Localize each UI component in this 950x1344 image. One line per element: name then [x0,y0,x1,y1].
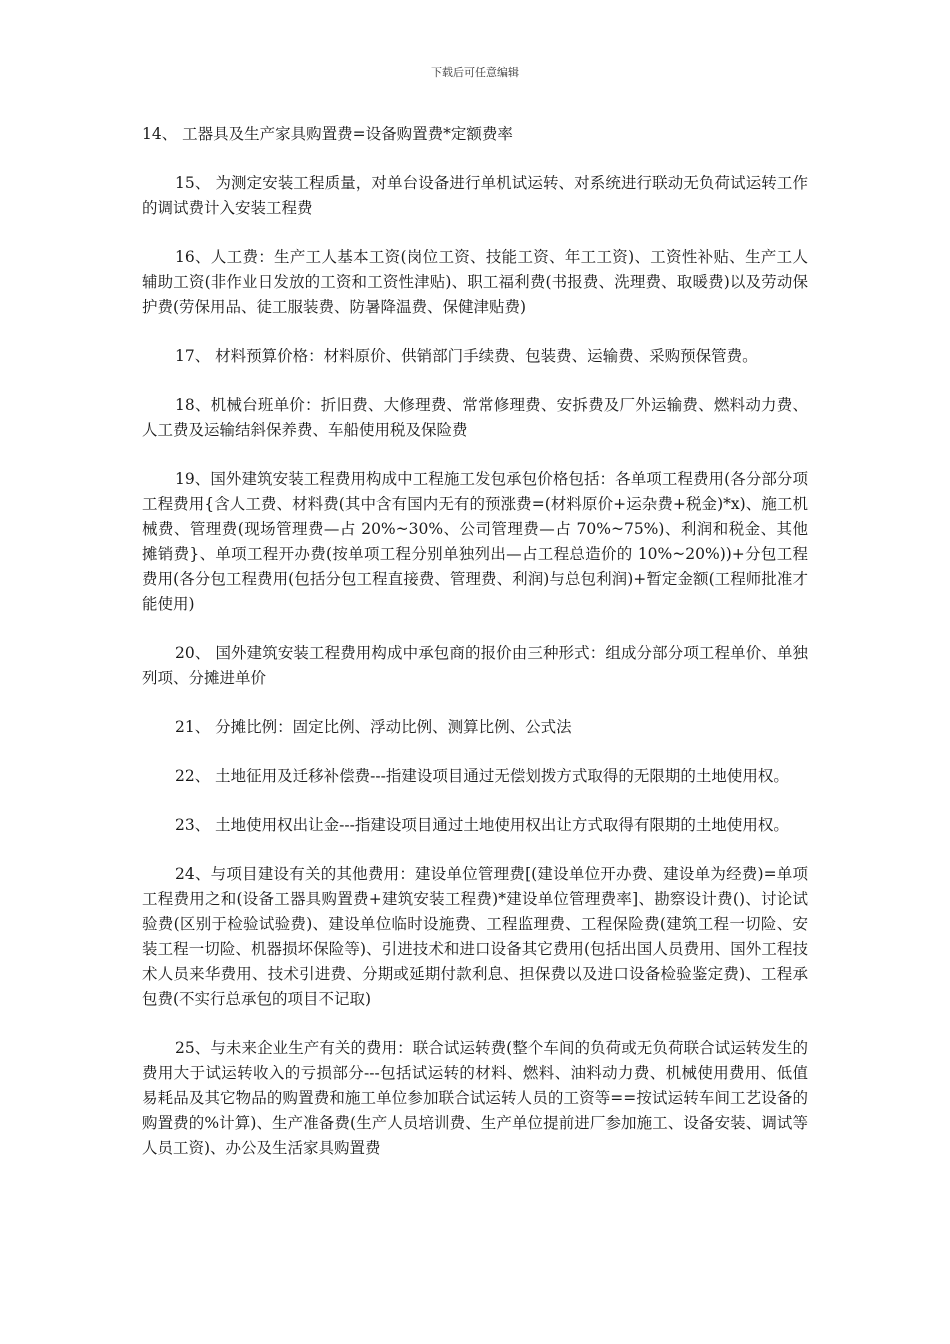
paragraph-21: 21、 分摊比例：固定比例、浮动比例、测算比例、公式法 [175,718,572,736]
paragraph-24: 24、与项目建设有关的其他费用：建设单位管理费[(建设单位开办费、建设单为经费)=单项工程费用之和(设备工器具购置费+建筑安装工程费)*建设单位管理费率]、勘察设计费()、讨论试验费(区别于检验试验费)、建设单位临时设施费、工程监理费、工程保险费(建筑工程一切险、安装工程一切险、机器损坏保险等)、引进技术和进口设备其它费用(包括出国人员费用、国外工程技术人员来华费用、技术引进费、分期或延期付款利息、担保费以及进口设备检验鉴定费)、工程承包费(不实行总承包的项目不记取) [142,865,808,1008]
document-body [142,122,808,1185]
paragraph-23: 23、 土地使用权出让金---指建设项目通过土地使用权出让方式取得有限期的土地使用权。 [175,816,789,834]
paragraph-15: 15、 为测定安装工程质量，对单台设备进行单机试运转、对系统进行联动无负荷试运转工作的调试费计入安装工程费 [142,174,808,217]
paragraph-22: 22、 土地征用及迁移补偿费---指建设项目通过无偿划拨方式取得的无限期的土地使用权。 [175,767,789,785]
paragraph-18: 18、机械台班单价：折旧费、大修理费、常常修理费、安拆费及厂外运输费、燃料动力费、人工费及运输结斜保养费、车船使用税及保险费 [142,396,808,439]
paragraph-16: 16、人工费：生产工人基本工资(岗位工资、技能工资、年工工资)、工资性补贴、生产工人辅助工资(非作业日发放的工资和工资性津贴)、职工福利费(书报费、洗理费、取暖费)以及劳动保护费(劳保用品、徒工服装费、防暑降温费、保健津贴费) [142,248,808,316]
paragraph-14: 14、 工器具及生产家具购置费=设备购置费*定额费率 [142,125,513,143]
page-header: 下载后可任意编辑 [431,66,519,79]
paragraph-19: 19、国外建筑安装工程费用构成中工程施工发包承包价格包括：各单项工程费用(各分部分项工程费用{含人工费、材料费(其中含有国内无有的预涨费=(材料原价+运杂费+税金)*x)、施工机械费、管理费(现场管理费—占 20%~30%、公司管理费—占 70%~75%)、利润和税金、其他摊销费}、单项工程开办费(按单项工程分别单独列出—占工程总造价的 10%~20%))+分包工程费用(各分包工程费用(包括分包工程直接费、管理费、利润)与总包利润)+暂定金额(工程师批准才能使用) [142,470,808,613]
paragraph-25: 25、与未来企业生产有关的费用：联合试运转费(整个车间的负荷或无负荷联合试运转发生的费用大于试运转收入的亏损部分---包括试运转的材料、燃料、油料动力费、机械使用费用、低值易耗品及其它物品的购置费和施工单位参加联合试运转人员的工资等==按试运转车间工艺设备的购置费的%计算)、生产准备费(生产人员培训费、生产单位提前进厂参加施工、设备安装、调试等人员工资)、办公及生活家具购置费 [142,1039,808,1157]
paragraph-17: 17、 材料预算价格：材料原价、供销部门手续费、包装费、运输费、采购预保管费。 [175,347,758,365]
paragraph-20: 20、 国外建筑安装工程费用构成中承包商的报价由三种形式：组成分部分项工程单价、单独列项、分摊进单价 [142,644,808,687]
